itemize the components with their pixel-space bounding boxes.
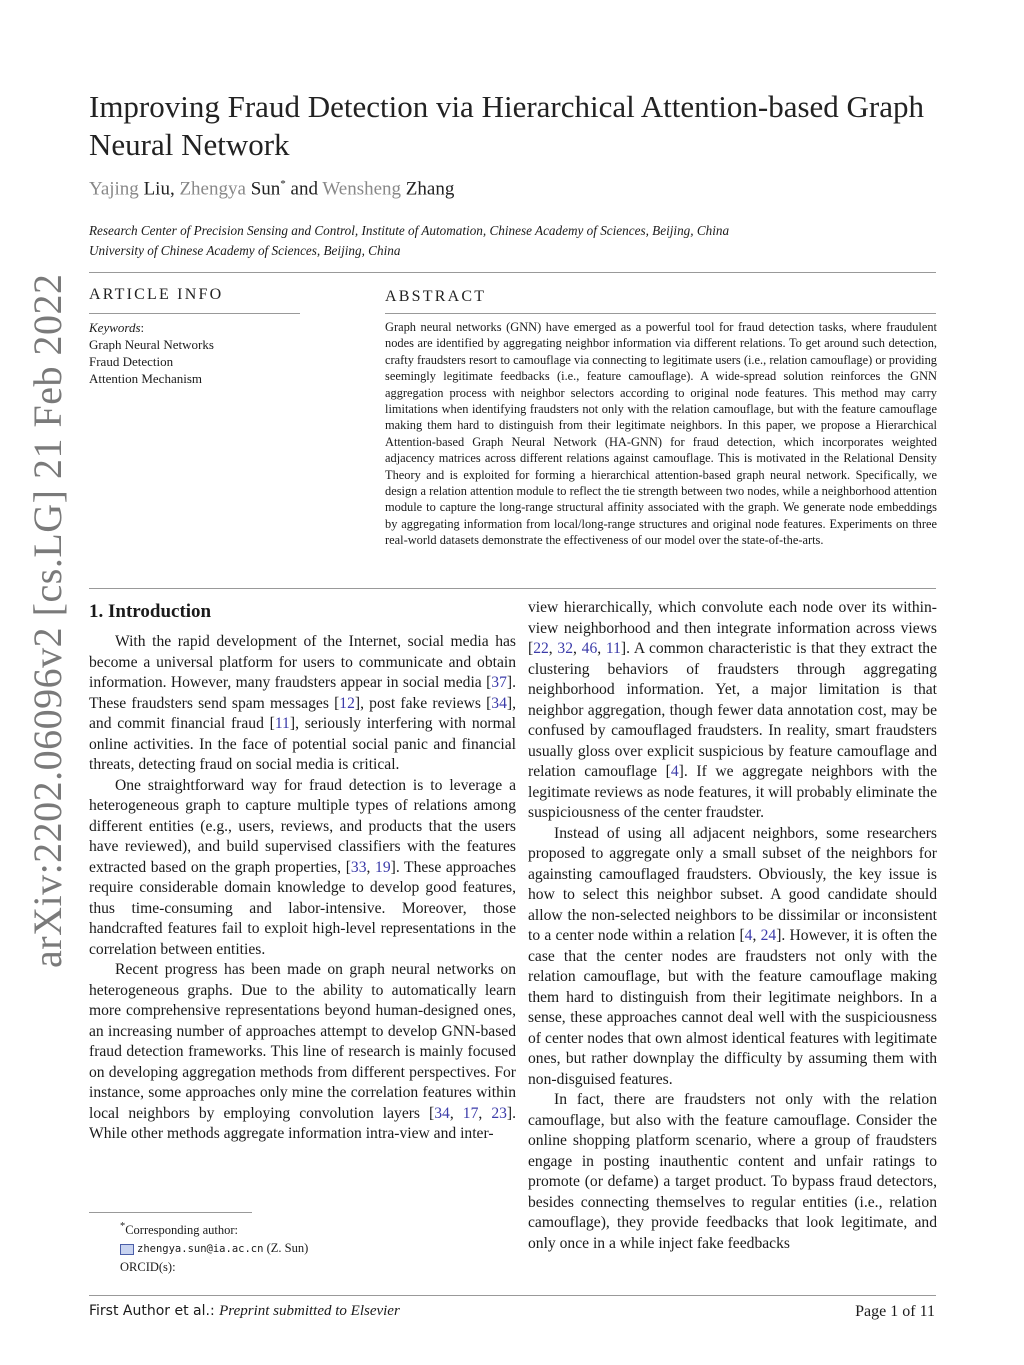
orcid-label: ORCID(s): [120,1260,176,1275]
citation-link[interactable]: 22 [533,640,549,657]
author-family-name: Sun [250,178,281,200]
email-link[interactable]: zhengya.sun@ia.ac.cn [137,1243,264,1256]
divider [385,313,936,314]
citation-link[interactable]: 34 [434,1104,450,1122]
paragraph: With the rapid development of the Internet, social media has become a universal platform for users to communicate and obtain information. However, many fraudsters appear in social media [37]. These fraudsters send spam messages [12], post fake reviews [34], and commit financial fraud [11], seriously interfering with normal online activities. In the face of potential social panic and financial threats, detecting fraud on social media is critical. [89,633,516,773]
paragraph: view hierarchically, which convolute each node over its within-view neighborhood and then integrate information across views [22, 32, 46, 11]. A common characteristic is that they extract the clustering behaviors of fraudsters through aggregating neighborhood information. Yet, a major limitation is that neighbor aggregation, though fewer data annotation cost, may be confused by camouflaged fraudsters. In reality, smart fraudsters usually gloss over explicit suspicious by feature camouflage and relation camouflage [4]. If we aggregate neighbors with the legitimate reviews as node features, it will probably eliminate the suspiciousness of the center fraudster. [528,599,938,821]
page-number: Page 1 of 11 [855,1303,935,1320]
author-given-name[interactable]: Wensheng [322,178,402,200]
divider [89,272,936,273]
divider [89,588,936,589]
divider [89,1295,936,1296]
citation-link[interactable]: 32 [557,640,574,657]
corresponding-label: Corresponding author: [125,1223,239,1238]
abstract-heading: ABSTRACT [385,288,487,305]
citation-link[interactable]: 33 [350,858,367,876]
citation-link[interactable]: 11 [274,715,290,732]
arxiv-identifier: arXiv:2202.06096v2 [cs.LG] 21 Feb 2022 [25,273,70,968]
citation-link[interactable]: 19 [375,858,391,876]
citation-link[interactable]: 34 [491,694,507,712]
keywords-block: Keywords: Graph Neural Networks Fraud Detection Attention Mechanism [89,320,214,386]
affiliations [89,221,729,261]
left-column [89,600,516,1145]
citation-link[interactable]: 23 [491,1104,507,1122]
author-given-name[interactable]: Zhengya [179,178,246,200]
footer-left: First Author et al.: Preprint submitted to Elsevier [89,1303,400,1319]
paragraph: Recent progress has been made on graph neural networks on heterogeneous graphs. Due to the ability to automatically learn more comprehensive representations beyond human-designed ones, an increasing number of approaches attempt to develop GNN-based fraud detection frameworks. This line of research is mainly focused on developing aggregation methods from different perspectives. For instance, some approaches only mine the correlation features within local neighbors by employing convolution layers [34, 17, 23]. While other methods aggregate information intra-view and inter- [89,961,517,1142]
right-column [528,598,937,1254]
author-family-name: Liu [143,178,170,200]
divider [89,313,300,314]
envelope-icon [120,1244,134,1255]
footnote [120,1218,308,1276]
corresponding-mark: * [280,178,286,190]
footer-venue: Preprint submitted to Elsevier [219,1303,400,1319]
keyword: Attention Mechanism [89,371,203,386]
footer-author: First Author et al. [89,1303,210,1319]
paragraph: Instead of using all adjacent neighbors, some researchers proposed to aggregate only a small subset of the neighbors for againsting camouflaged fraudsters. Obviously, the key issue is how to select this neighbor subset. A good candidate should allow the non-selected neighbors to be dissimilar or inconsistent to a center node within a relation [4, 24]. However, it is often the case that the center nodes are fraudsters not only with the relation camouflage, but with the feature camouflage making them hard to distinguish from their legitimate neighbors. In a sense, these approaches cannot deal well with the suspiciousness of center nodes that own almost identical features with legitimate ones, but rather downplay the difficulty by assuming them with non-disguised features. [528,824,938,1088]
author-list [89,178,454,200]
paragraph: In fact, there are fraudsters not only with the relation camouflage, but also with the feature camouflage. Consider the online shopping platform scenario, where a group of fraudsters engage in posting inauthentic content and unfair ratings to promote (or defame) a target product. To bypass fraud detectors, besides connecting themselves to regular entities (i.e., relation camouflage), they provide feedbacks that look legitimate, and only once in a while inject fake feedbacks [528,1091,937,1252]
abstract-text: Graph neural networks (GNN) have emerged as a powerful tool for fraud detection tasks, where fraudulent nodes are identified by aggregating neighbor information via different relations. To get around such detection, crafty fraudsters resort to camouflage via connecting to legitimate users (i.e., relation camouflage) or providing seemingly legitimate feedbacks (i.e., feature camouflage). A wide-spread solution reinforces the GNN aggregation process with neighbor selectors according to original node features. This method may carry limitations when identifying fraudsters not only with the relation camouflage, but with the feature camouflage making them hard to distinguish from their legitimate neighbors. In this paper, we propose a Hierarchical Attention-based Graph Neural Network (HA-GNN) for fraud detection, which incorporates weighted adjacency matrices across different relations against camouflage. This is motivated in the Relational Density Theory and is exploited for forming a hierarchical attention-based graph neural network. Specifically, we design a relation attention module to reflect the tie strength between two nodes, while a neighborhood attention module to capture the long-range structural affinity associated with the graph. We generate node embeddings by aggregating information from local/long-range structures and original node features. Experiments on three real-world datasets demonstrate the effectiveness of our model over the state-of-the-arts. [385,320,937,548]
paragraph: One straightforward way for fraud detection is to leverage a heterogeneous graph to capture multiple types of relations among different entities (e.g., users, reviews, and products that the users have reviewed), and build supervised classifiers with the features extracted based on the graph properties, [33, 19]. These approaches require considerable domain knowledge to develop good features, thus time-consuming and labor-intensive. Moreover, those handcrafted features fail to exploit high-level representations in the correlation between entities. [89,776,517,958]
affiliation-line: University of Chinese Academy of Sciences, Beijing, China [89,243,401,258]
keyword: Fraud Detection [89,354,174,369]
paper-title: Improving Fraud Detection via Hierarchical Attention-based Graph Neural Network [89,89,925,162]
affiliation-line: Research Center of Precision Sensing and Control, Institute of Automation, Chinese Academy of Sciences, Beijing, China [89,223,730,238]
article-info-heading: ARTICLE INFO [89,286,224,303]
citation-link[interactable]: 37 [491,674,507,691]
keywords-label: Keywords [89,320,141,335]
author-separator: , [169,178,180,200]
email-owner: (Z. Sun) [263,1241,309,1256]
keyword: Graph Neural Networks [89,337,214,352]
author-given-name[interactable]: Yajing [89,178,139,200]
citation-link[interactable]: 4 [744,927,753,944]
citation-link[interactable]: 4 [670,763,679,780]
footnote-divider [89,1212,252,1213]
author-family-name: Zhang [405,178,455,200]
citation-link[interactable]: 17 [462,1104,479,1122]
section-heading: 1. Introduction [89,601,212,622]
author-separator: and [285,178,323,200]
citation-link[interactable]: 24 [760,927,777,944]
citation-link[interactable]: 46 [581,640,598,657]
citation-link[interactable]: 11 [605,640,621,657]
footnote-mark: * [120,1221,126,1232]
citation-link[interactable]: 12 [339,694,355,712]
